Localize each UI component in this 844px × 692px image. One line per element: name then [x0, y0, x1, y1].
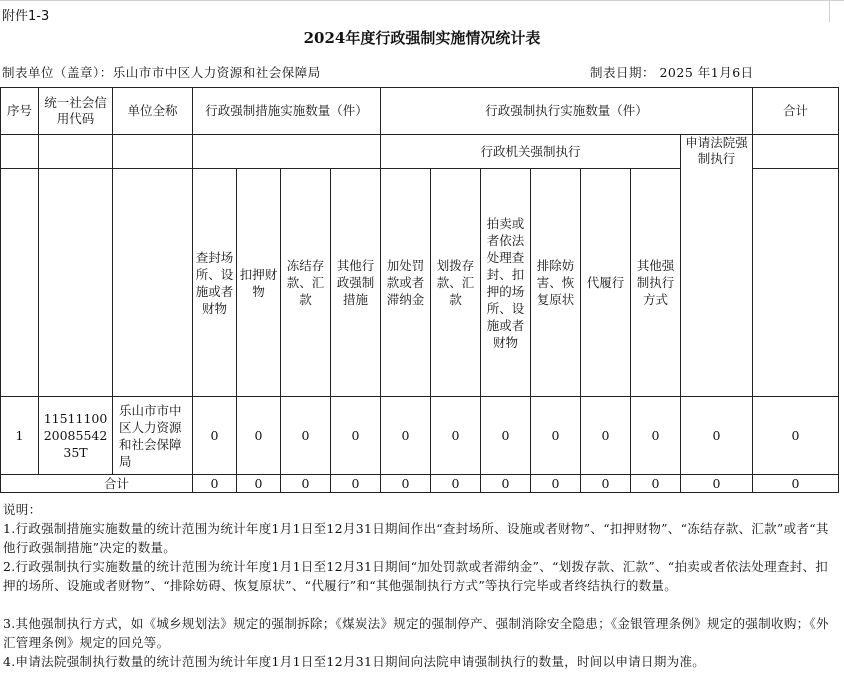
header-col-transfer: 划拨存款、汇款 [431, 169, 481, 397]
empty-cell [39, 135, 113, 169]
total-value: 0 [237, 475, 281, 493]
header-col-auction: 拍卖或者依法处理查封、扣押的场所、设施或者财物 [481, 169, 531, 397]
total-row [1, 475, 839, 493]
total-label: 合计 [1, 475, 193, 493]
attachment-label: 附件1-3 [2, 9, 50, 24]
total-value: 0 [531, 475, 581, 493]
total-value: 0 [681, 475, 753, 493]
header-measures-group: 行政强制措施实施数量（件） [193, 88, 381, 135]
row-value: 0 [753, 397, 839, 475]
empty-cell [39, 169, 113, 397]
row-value: 0 [431, 397, 481, 475]
header-unit-name: 单位全称 [113, 88, 193, 135]
header-row-2 [1, 135, 839, 169]
column-rule [829, 0, 830, 22]
total-value: 0 [381, 475, 431, 493]
total-value: 0 [631, 475, 681, 493]
date-line: 制表日期： 2025 年1月6日 [590, 65, 754, 80]
row-value: 0 [631, 397, 681, 475]
header-col-freeze: 冻结存款、汇款 [281, 169, 331, 397]
header-col-substitute: 代履行 [581, 169, 631, 397]
empty-cell [193, 135, 381, 169]
header-total: 合计 [753, 88, 839, 135]
header-agency-execution: 行政机关强制执行 [381, 135, 681, 169]
unit-line: 制表单位（盖章）：乐山市市中区人力资源和社会保障局 [2, 65, 321, 80]
header-col-other-measures: 其他行政强制措施 [331, 169, 381, 397]
empty-cell [753, 135, 839, 169]
empty-cell [113, 169, 193, 397]
row-value: 0 [281, 397, 331, 475]
total-value: 0 [431, 475, 481, 493]
total-value: 0 [753, 475, 839, 493]
header-court-execution: 申请法院强制执行 [681, 135, 753, 397]
empty-cell [1, 169, 39, 397]
statistics-table [0, 87, 839, 493]
header-col-seize: 扣押财物 [237, 169, 281, 397]
note-4: 4.申请法院强制执行数量的统计范围为统计年度1月1日至12月31日期间向法院申请强制执行的数量，时间以申请日期为准。 [3, 654, 706, 669]
row-value: 0 [581, 397, 631, 475]
header-seq: 序号 [1, 88, 39, 135]
total-value: 0 [481, 475, 531, 493]
row-value: 0 [237, 397, 281, 475]
row-value: 0 [381, 397, 431, 475]
page-title: 2024年度行政强制实施情况统计表 [303, 29, 541, 47]
empty-cell [113, 135, 193, 169]
notes-heading: 说明： [3, 502, 42, 517]
header-col-seal: 查封场所、设施或者财物 [193, 169, 237, 397]
row-value: 0 [331, 397, 381, 475]
row-value: 0 [531, 397, 581, 475]
total-value: 0 [281, 475, 331, 493]
total-value: 0 [581, 475, 631, 493]
row-value: 0 [193, 397, 237, 475]
row-unit-name: 乐山市市中区人力资源和社会保障局 [113, 397, 193, 475]
header-row-1 [1, 88, 839, 135]
header-col-other-execution: 其他强制执行方式 [631, 169, 681, 397]
header-credit-code: 统一社会信用代码 [39, 88, 113, 135]
empty-cell [1, 135, 39, 169]
row-seq: 1 [1, 397, 39, 475]
header-col-remove: 排除妨害、恢复原状 [531, 169, 581, 397]
row-credit-code: 115111002008554235T [39, 397, 113, 475]
note-2: 2.行政强制执行实施数量的统计范围为统计年度1月1日至12月31日期间“加处罚款或者滞纳金”、“划拨存款、汇款”、“拍卖或者依法处理查封、扣押的场所、设施或者财物”、“排除妨碍、恢复原状”、“代履行”和“其他强制执行方式”等执行完毕或者终结执行的数量。 [3, 559, 829, 593]
header-execution-group: 行政强制执行实施数量（件） [381, 88, 753, 135]
total-value: 0 [331, 475, 381, 493]
header-rule [0, 0, 844, 1]
header-col-fine: 加处罚款或者滞纳金 [381, 169, 431, 397]
total-value: 0 [193, 475, 237, 493]
note-3: 3.其他强制执行方式，如《城乡规划法》规定的强制拆除；《煤炭法》规定的强制停产、强制消除安全隐患；《金银管理条例》规定的强制收购；《外汇管理条例》规定的回兑等。 [3, 616, 829, 650]
table-row [1, 397, 839, 475]
note-1: 1.行政强制措施实施数量的统计范围为统计年度1月1日至12月31日期间作出“查封场所、设施或者财物”、“扣押财物”、“冻结存款、汇款”或者“其他行政强制措施”决定的数量。 [3, 521, 829, 555]
empty-cell [753, 169, 839, 397]
row-value: 0 [681, 397, 753, 475]
row-value: 0 [481, 397, 531, 475]
